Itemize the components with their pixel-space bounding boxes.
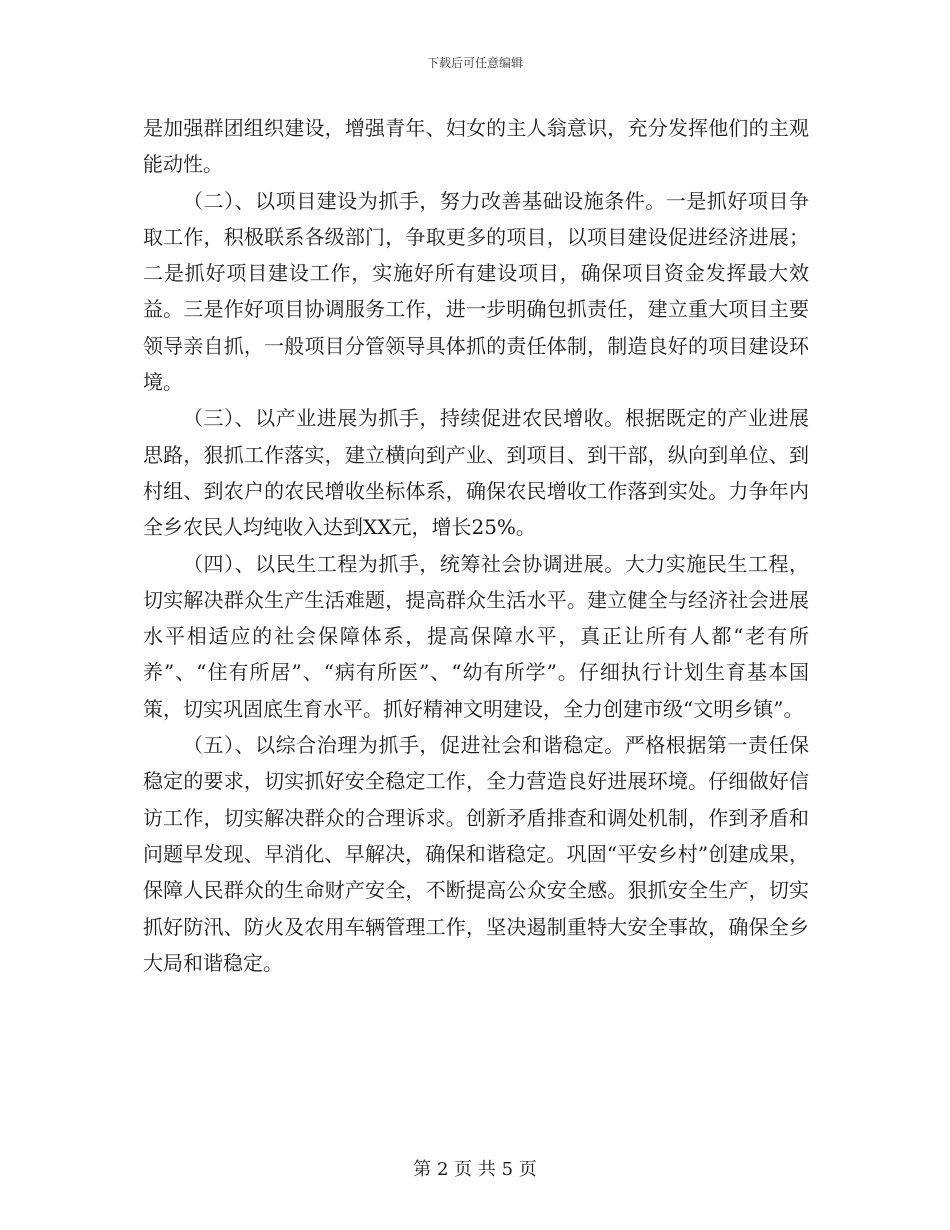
paragraph-section-3: （三）、以产业进展为抓手，持续促进农民增收。根据既定的产业进展思路，狠抓工作落实，建立横向到产业、到项目、到干部，纵向到单位、到村组、到农户的农民增收坐标体系，确保农民增收工作落到实处。力争年内全乡农民人均纯收入达到XX元，增长25%。 xyxy=(143,406,809,540)
paragraph-section-4: （四）、以民生工程为抓手，统筹社会协调进展。大力实施民生工程，切实解决群众生产生活难题，提高群众生活水平。建立健全与经济社会进展水平相适应的社会保障体系，提高保障水平，真正让所有人都“老有所养”、“住有所居”、“病有所医”、“幼有所学”。仔细执行计划生育基本国策，切实巩固底生育水平。抓好精神文明建设，全力创建市级“文明乡镇”。 xyxy=(143,551,809,721)
document-body xyxy=(143,110,809,981)
paragraph-section-2: （二）、以项目建设为抓手，努力改善基础设施条件。一是抓好项目争取工作，积极联系各级部门，争取更多的项目，以项目建设促进经济进展；二是抓好项目建设工作，实施好所有建设项目，确保项目资金发挥最大效益。三是作好项目协调服务工作，进一步明确包抓责任，建立重大项目主要领导亲自抓，一般项目分管领导具体抓的责任体制，制造良好的项目建设环境。 xyxy=(143,188,809,395)
page-number: 第 2 页 共 5 页 xyxy=(413,1159,537,1180)
paragraph-continuation: 是加强群团组织建设，增强青年、妇女的主人翁意识，充分发挥他们的主观能动性。 xyxy=(143,116,809,177)
paragraph-section-5: （五）、以综合治理为抓手，促进社会和谐稳定。严格根据第一责任保稳定的要求，切实抓好安全稳定工作，全力营造良好进展环境。仔细做好信访工作，切实解决群众的合理诉求。创新矛盾排查和调处机制，作到矛盾和问题早发现、早消化、早解决，确保和谐稳定。巩固“平安乡村”创建成果，保障人民群众的生命财产安全，不断提高公众安全感。狠抓安全生产，切实抓好防汛、防火及农用车辆管理工作，坚决遏制重特大安全事故，确保全乡大局和谐稳定。 xyxy=(143,733,809,975)
page-header-note: 下载后可任意编辑 xyxy=(426,56,523,70)
